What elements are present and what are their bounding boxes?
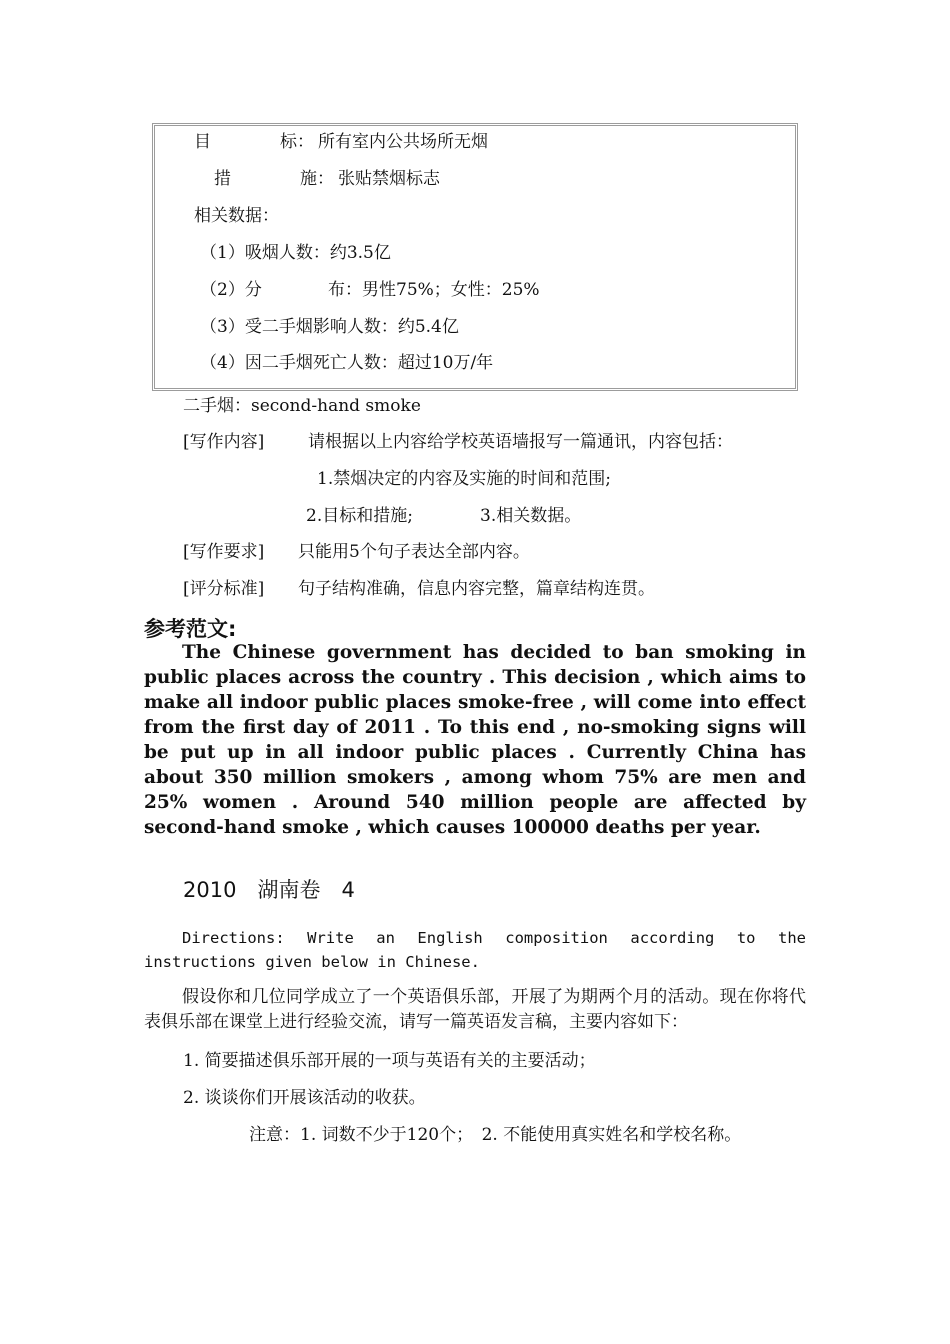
task-paragraph: 假设你和几位同学成立了一个英语俱乐部，开展了为期两个月的活动。现在你将代表俱乐部在课堂上进行经验交流，请写一篇英语发言稿，主要内容如下： (144, 987, 806, 1032)
content-item-1: 1.禁烟决定的内容及实施的时间和范围; (317, 469, 611, 489)
task-note: 注意：1. 词数不少于120个； 2. 不能使用真实姓名和学校名称。 (249, 1125, 742, 1145)
section-title: 2010 湖南卷 4 (183, 878, 355, 902)
reference-essay: The Chinese government has decided to ban smoking in public places across the country . This decision , which aims to make all indoor public places smoke-free , will come into effect from the first day of 2011 . To this end , no-smoking signs will be put up in all indoor public places . Currently China has about 350 million smokers , among whom 75% are men and 25% women . Around 540 million people are affected by second-hand smoke , which causes 100000 deaths per year. (144, 642, 806, 838)
scoring-label: [评分标准] (183, 579, 265, 599)
measure-label: 措 (214, 169, 231, 189)
measure-value: 张贴禁烟标志 (338, 169, 440, 189)
reference-heading: 参考范文: (144, 617, 237, 641)
goal-label: 目 (194, 132, 211, 152)
content-label: [写作内容] (183, 432, 265, 452)
task-point-2: 2. 谈谈你们开展该活动的收获。 (183, 1088, 426, 1108)
data-item-2-rest: 布：男性75%；女性：25% (328, 280, 540, 300)
content-text: 请根据以上内容给学校英语墙报写一篇通讯，内容包括： (308, 432, 733, 452)
requirement-text: 只能用5个句子表达全部内容。 (298, 542, 530, 562)
data-item-4: （4）因二手烟死亡人数：超过10万/年 (200, 353, 494, 373)
measure-label-2: 施： (300, 169, 334, 189)
content-item-3: 3.相关数据。 (480, 506, 582, 526)
goal-value: 所有室内公共场所无烟 (318, 132, 488, 152)
data-item-1: （1）吸烟人数：约3.5亿 (200, 243, 391, 263)
task-point-1: 1. 简要描述俱乐部开展的一项与英语有关的主要活动； (183, 1051, 596, 1071)
data-item-3: （3）受二手烟影响人数：约5.4亿 (200, 317, 459, 337)
glossary-note: 二手烟：second-hand smoke (183, 396, 421, 416)
data-title: 相关数据： (194, 206, 279, 226)
directions-text: Directions: Write an English composition according to the instructions given below in Chinese. (144, 929, 806, 971)
scoring-text: 句子结构准确，信息内容完整，篇章结构连贯。 (298, 579, 655, 599)
requirement-label: [写作要求] (183, 542, 265, 562)
data-item-2: （2）分 (200, 280, 262, 300)
content-item-2: 2.目标和措施; (306, 506, 413, 526)
goal-label-2: 标： (280, 132, 314, 152)
